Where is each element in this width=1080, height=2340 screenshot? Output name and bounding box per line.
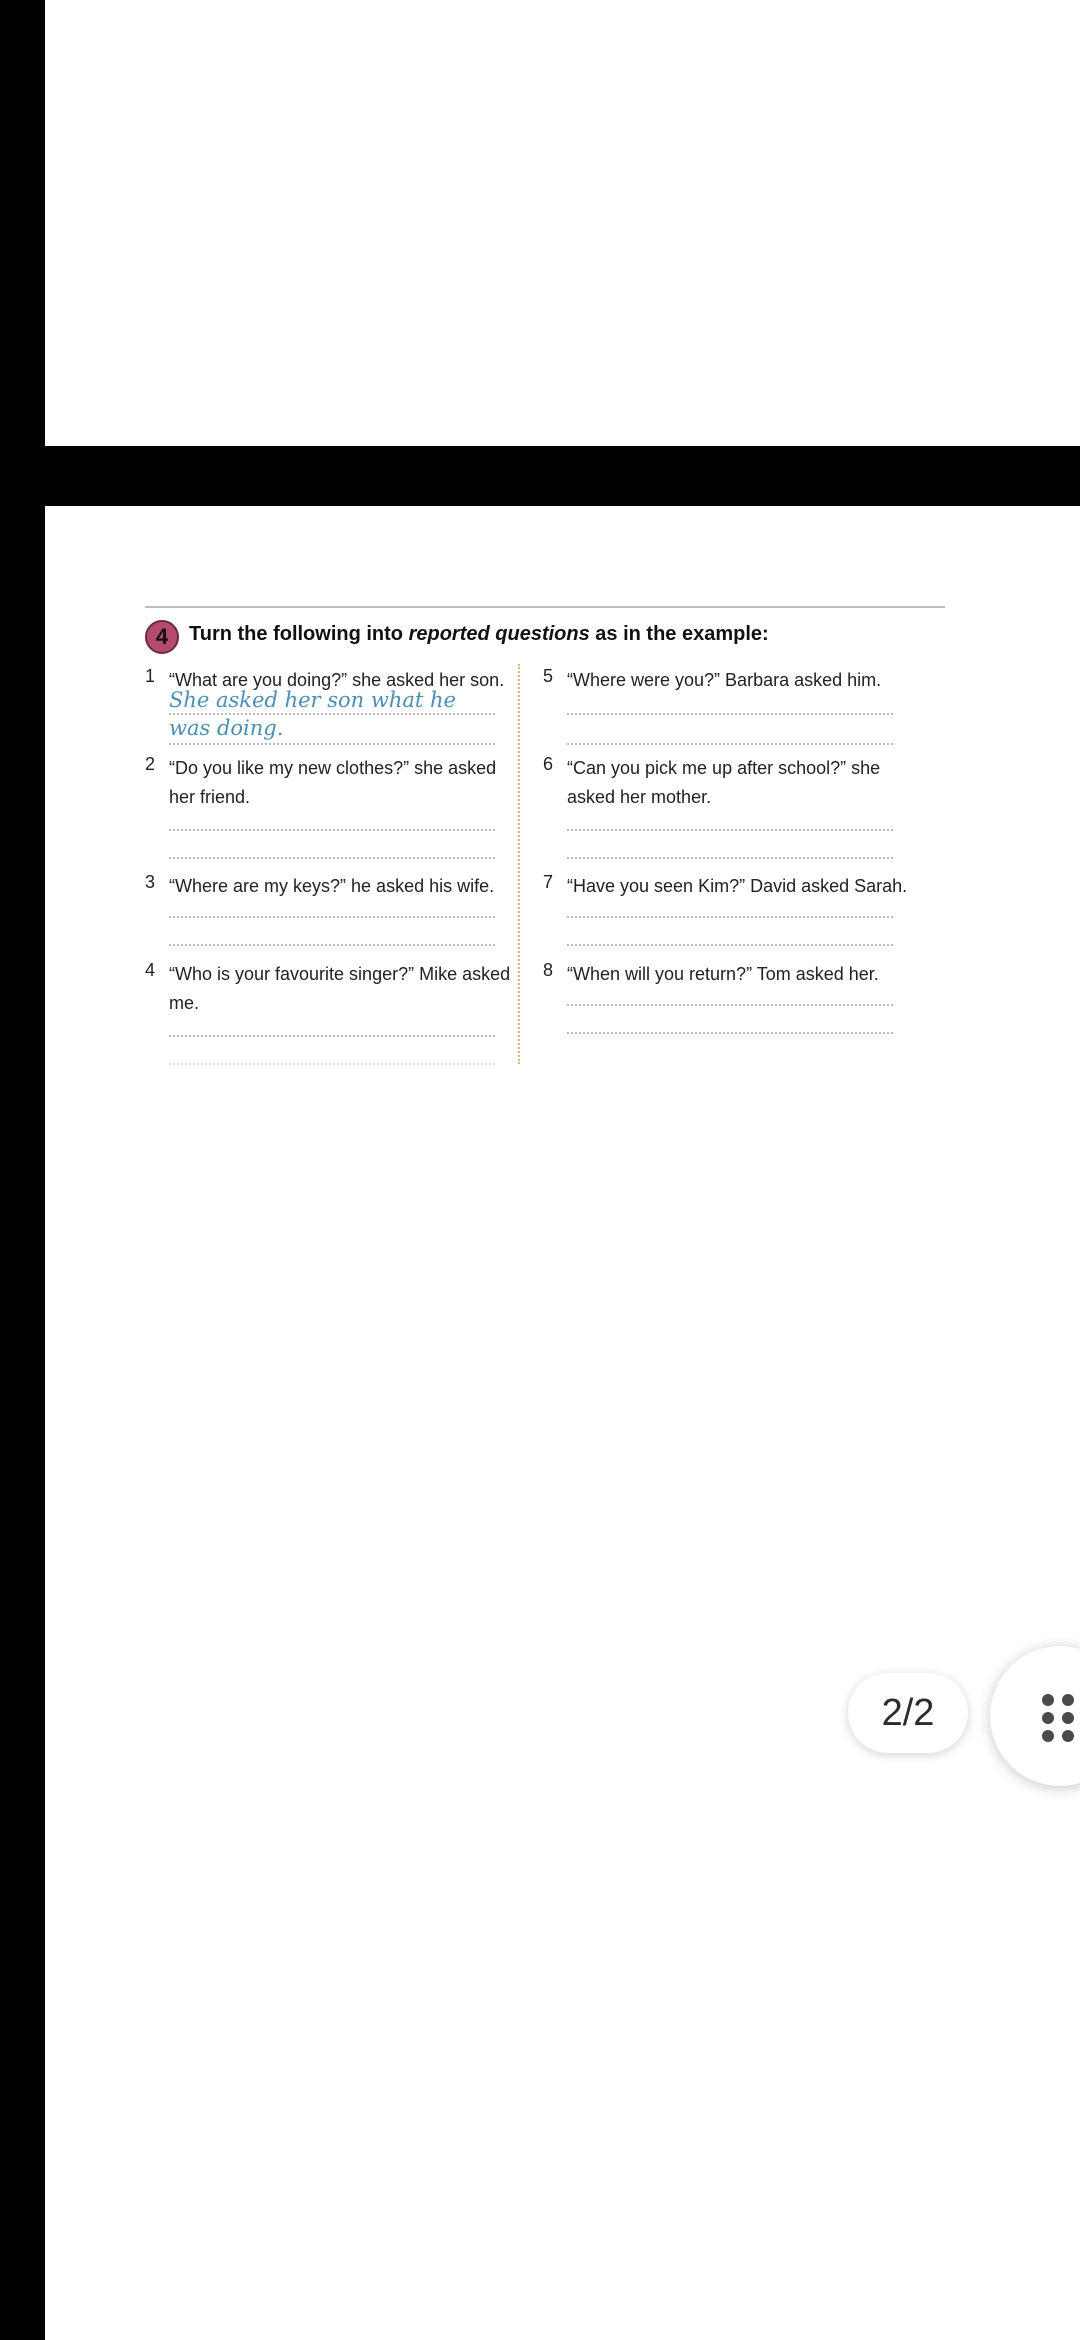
grid-dots-icon[interactable] bbox=[1042, 1694, 1080, 1742]
question-number: 1 bbox=[145, 666, 156, 686]
instruction-prefix: Turn the following into bbox=[189, 623, 409, 645]
question-text: “Can you pick me up after school?” she asked her mother. bbox=[567, 758, 881, 807]
answer-line bbox=[567, 944, 893, 946]
question-item-2 bbox=[145, 754, 535, 874]
question-number: 5 bbox=[543, 666, 554, 686]
exercise-number-badge: 4 bbox=[145, 620, 179, 654]
question-number: 6 bbox=[543, 754, 554, 774]
question-text: “Have you seen Kim?” David asked Sarah. bbox=[567, 876, 908, 896]
answer-line bbox=[567, 916, 893, 918]
question-text: “Do you like my new clothes?” she asked her friend. bbox=[169, 758, 497, 807]
answer-line bbox=[169, 916, 495, 918]
question-item-6 bbox=[543, 754, 933, 874]
previous-page[interactable] bbox=[45, 0, 1080, 446]
question-number: 8 bbox=[543, 960, 554, 980]
answer-line bbox=[169, 829, 495, 831]
answer-line bbox=[567, 857, 893, 859]
answer-line bbox=[169, 857, 495, 859]
answer-line bbox=[567, 1032, 893, 1034]
example-answer-line-1: She asked her son what he bbox=[169, 688, 456, 712]
question-item-7 bbox=[543, 872, 933, 962]
answer-line bbox=[567, 829, 893, 831]
question-number: 3 bbox=[145, 872, 156, 892]
question-item-8 bbox=[543, 960, 933, 1050]
question-text: “Who is your favourite singer?” Mike asked me. bbox=[169, 964, 511, 1013]
exercise-header bbox=[145, 620, 945, 656]
answer-line bbox=[567, 743, 893, 745]
question-item-3 bbox=[145, 872, 535, 962]
answer-line bbox=[169, 743, 495, 745]
answer-line bbox=[169, 944, 495, 946]
answer-line bbox=[169, 1063, 495, 1065]
answer-line bbox=[567, 1004, 893, 1006]
question-item-1 bbox=[145, 666, 535, 766]
instruction-suffix: as in the example: bbox=[589, 623, 769, 645]
answer-line bbox=[169, 1035, 495, 1037]
question-number: 4 bbox=[145, 960, 156, 980]
answer-line bbox=[567, 713, 893, 715]
question-item-5 bbox=[543, 666, 933, 766]
question-text: “Where are my keys?” he asked his wife. bbox=[169, 876, 495, 896]
question-text: “When will you return?” Tom asked her. bbox=[567, 964, 879, 984]
instruction-emphasis: reported questions bbox=[408, 623, 590, 645]
exercise-instruction bbox=[189, 623, 769, 646]
page-indicator[interactable]: 2/2 bbox=[848, 1673, 968, 1753]
question-text: “What are you doing?” she asked her son. bbox=[169, 670, 505, 690]
question-number: 7 bbox=[543, 872, 554, 892]
current-page[interactable] bbox=[45, 506, 1080, 2340]
question-number: 2 bbox=[145, 754, 156, 774]
example-answer-line-2: was doing. bbox=[169, 716, 284, 740]
top-rule bbox=[145, 606, 945, 608]
question-text: “Where were you?” Barbara asked him. bbox=[567, 670, 882, 690]
answer-line bbox=[169, 713, 495, 715]
question-item-4 bbox=[145, 960, 535, 1070]
